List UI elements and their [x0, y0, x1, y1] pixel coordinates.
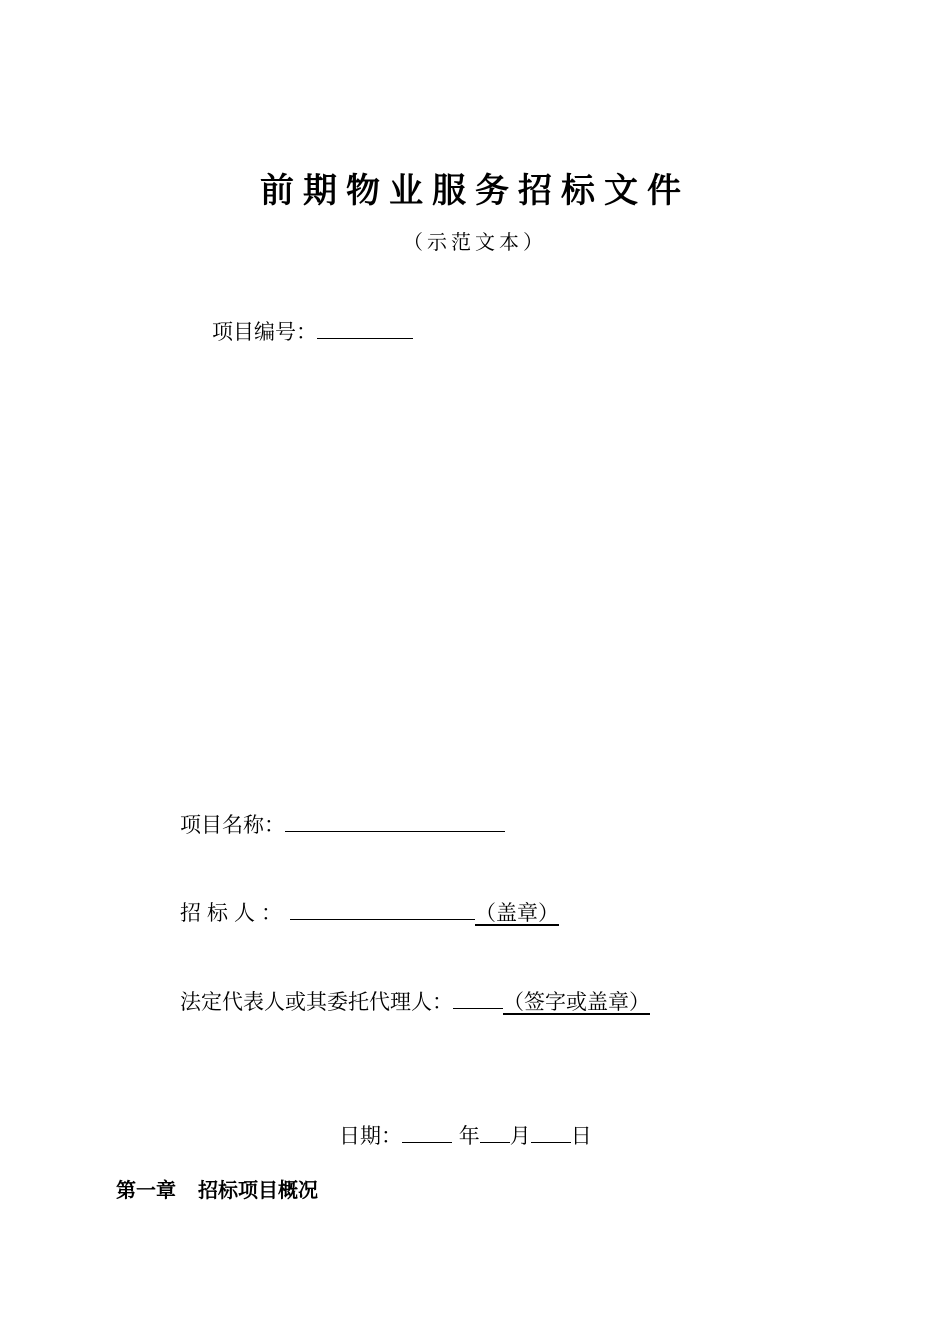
legal-representative-field [180, 986, 650, 1017]
date-year-unit: 年 [458, 1124, 480, 1148]
document-title: 前期物业服务招标文件 [260, 171, 690, 211]
project-name-label: 项目名称： [180, 813, 285, 837]
chapter-heading [116, 1176, 318, 1204]
document-subtitle: （示范文本） [403, 230, 547, 254]
chapter-number: 第一章 [116, 1178, 176, 1202]
tenderer-blank [290, 897, 475, 920]
project-number-label: 项目编号： [212, 320, 317, 344]
date-day-unit: 日 [570, 1124, 592, 1148]
date-year-blank [402, 1120, 452, 1143]
legal-representative-sign-note: （签字或盖章） [503, 990, 650, 1014]
date-field [339, 1120, 592, 1151]
tenderer-seal-note: （盖章） [475, 901, 559, 925]
date-month-unit: 月 [509, 1124, 531, 1148]
legal-representative-label: 法定代表人或其委托代理人： [180, 990, 453, 1014]
date-month-blank [480, 1120, 510, 1143]
chapter-title: 招标项目概况 [198, 1178, 318, 1202]
date-label: 日期： [339, 1124, 402, 1148]
project-number-field [212, 316, 413, 347]
tenderer-label: 招标人： [180, 901, 288, 925]
project-name-blank [285, 809, 505, 832]
date-day-blank [531, 1120, 571, 1143]
legal-representative-blank [453, 986, 503, 1009]
project-name-field [180, 809, 505, 840]
tenderer-field [180, 897, 559, 928]
project-number-blank [317, 316, 413, 339]
